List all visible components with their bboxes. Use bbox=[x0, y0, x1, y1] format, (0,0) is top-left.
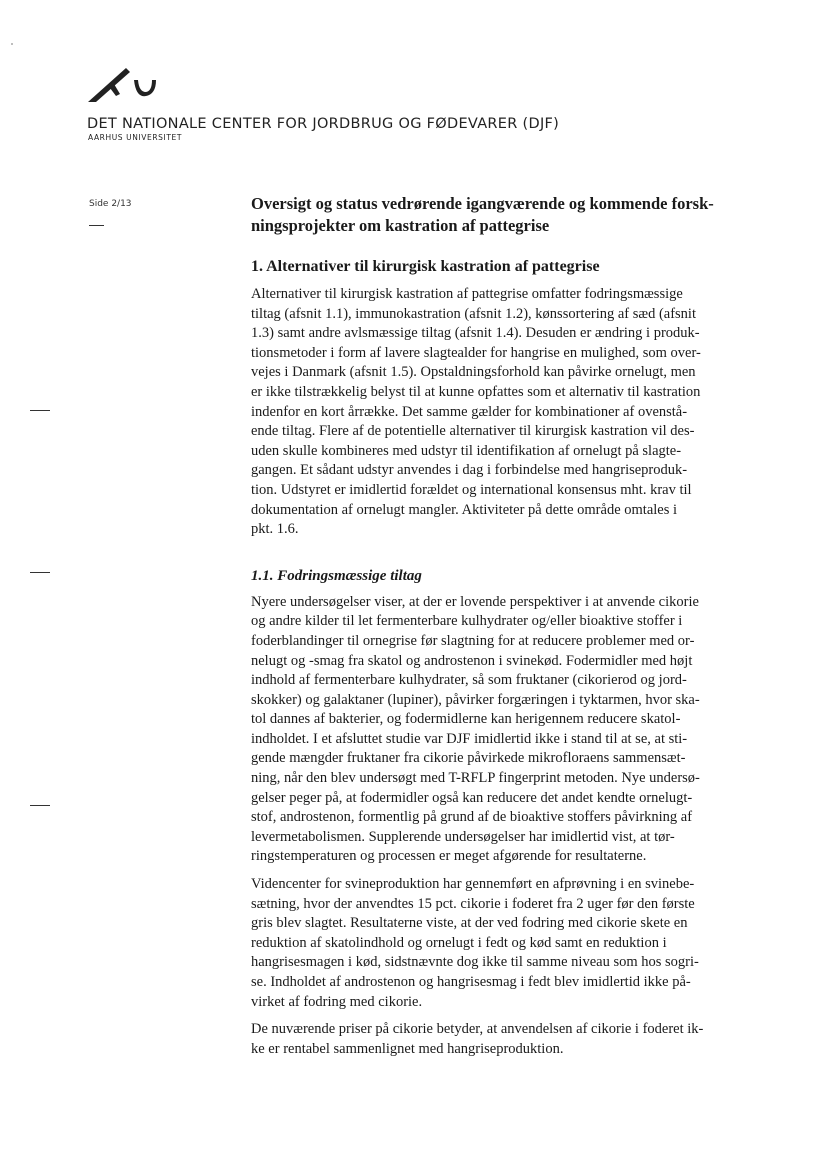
scan-speck bbox=[11, 43, 13, 45]
title-line: Oversigt og status vedrørende igangværende og kommende forsk- bbox=[251, 194, 714, 213]
margin-rule bbox=[30, 805, 50, 806]
margin-rule bbox=[30, 572, 50, 573]
margin-rule bbox=[89, 225, 104, 226]
title-line: ningsprojekter om kastration af pattegrise bbox=[251, 216, 550, 235]
document-body bbox=[251, 193, 731, 1067]
university-name: AARHUS UNIVERSITET bbox=[88, 133, 183, 142]
au-logo bbox=[86, 66, 158, 104]
subsection-heading: 1.1. Fodringsmæssige tiltag bbox=[251, 567, 422, 584]
subsection-paragraph: Videncenter for svineproduktion har gennemført en afprøvning i en svinebe- sætning, hvor der anvendtes 15 pct. cikorie i foderet fra 2 uger før den første gris blev slagtet. Resultaterne viste, at der ved fodring med cikorie skete en reduktion af skatolindhold og ornelugt i fedt og kød samt en reduktion i hangrisesmagen i kød, sidstnævnte dog ikke til samme niveau som hos sogri- se. Indholdet af androstenon og hangrisesmag i fedt blev imidlertid ikke på- virket af fodring med cikorie. bbox=[251, 876, 699, 1010]
subsection-paragraph: De nuværende priser på cikorie betyder, at anvendelsen af cikorie i foderet ik- ke er rentabel sammenlignet med hangriseproduktion. bbox=[251, 1021, 704, 1057]
subsection-paragraph: Nyere undersøgelser viser, at der er lovende perspektiver i at anvende cikorie og andre kilder til let fermenterbare kulhydrater og/eller bioaktive stoffer i foderblandinger til ornegrise før slagtning for at reducere problemer med or- nelugt og -smag fra skatol og androstenon i svinekød. Fodermidler med højt indhold af fermenterbare kulhydrater, så som fruktaner (cikorierod og jord- skokker) og galaktaner (lupiner), påvirker forgæringen i tyktarmen, hvor ska- tol dannes af bakterier, og fodermidlerne kan herigennem reducere skatol- indholdet. I et afsluttet studie var DJF imidlertid ikke i stand til at se, at sti- gende mængder fruktaner fra cikorie påvirkede mikrofloraens sammensæt- ning, når den blev undersøgt med T-RFLP fingerprint metoden. Nye undersø- gelser peger på, at fodermidler også kan reducere det andet kendte ornelugt- stof, androstenon, formentlig på grund af de bioaktive stoffers påvirkning af levermetabolismen. Supplerende undersøgelser har imidlertid vist, at tør- ringstemperaturen og processen er meget afgørende for resultaterne. bbox=[251, 593, 700, 865]
document-title bbox=[251, 193, 731, 237]
organization-name: DET NATIONALE CENTER FOR JORDBRUG OG FØDEVARER (DJF) bbox=[87, 116, 560, 132]
margin-rule bbox=[30, 410, 50, 411]
page-number: Side 2/13 bbox=[89, 199, 132, 209]
section-paragraph: Alternativer til kirurgisk kastration af pattegrise omfatter fodringsmæssige tiltag (afsnit 1.1), immunokastration (afsnit 1.2), kønssortering af sæd (afsnit 1.3) samt andre avlsmæssige tiltag (afsnit 1.4). Desuden er ændring i produk- tionsmetoder i form af lavere slagtealder for hangrise en mulighed, som over- vejes i Danmark (afsnit 1.5). Opstaldningsforhold kan påvirke ornelugt, men er ikke tilstrækkelig belyst til at kunne opfattes som et alternativ til kastration indenfor en kort årrække. Det samme gælder for kombinationer af ovenstå- ende tiltag. Flere af de potentielle alternativer til kirurgisk kastration vil des- uden skulle kombineres med udstyr til identifikation af ornelugt på slagte- gangen. Et sådant udstyr anvendes i dag i forbindelse med hangriseproduk- tion. Udstyret er imidlertid forældet og international konsensus mht. krav til dokumentation af ornelugt mangler. Aktiviteter på dette område omtales i pkt. 1.6. bbox=[251, 286, 701, 538]
section-heading: 1. Alternativer til kirurgisk kastration af pattegrise bbox=[251, 258, 600, 275]
